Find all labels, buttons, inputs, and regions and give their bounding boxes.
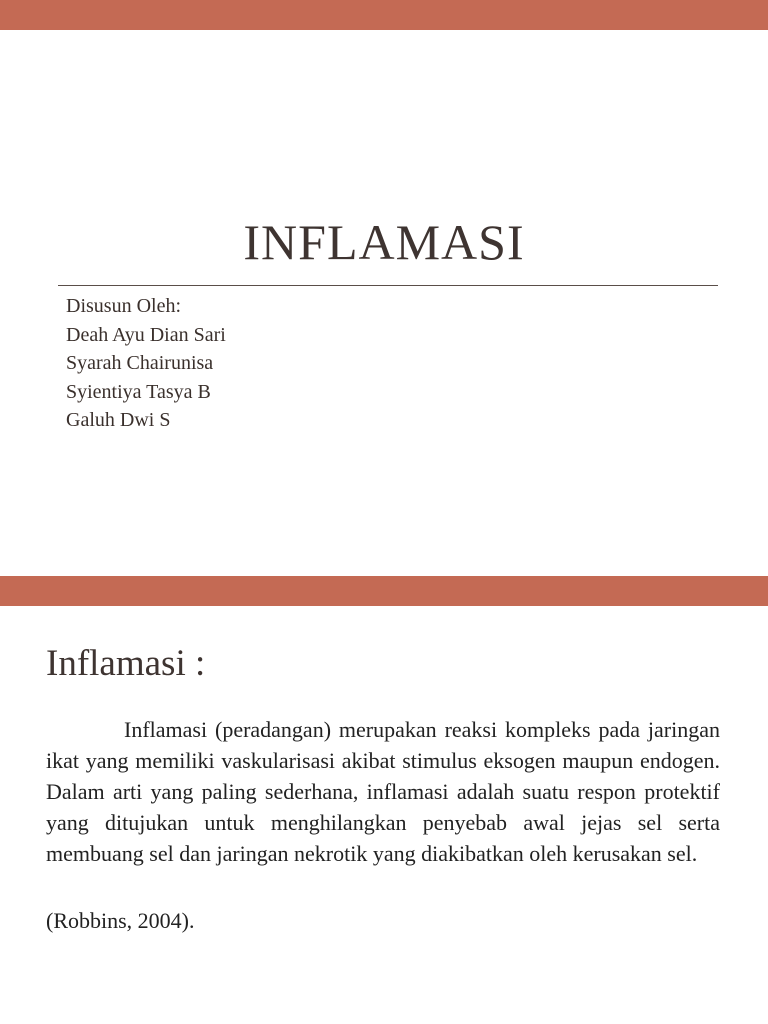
title-divider	[58, 285, 718, 286]
section-heading: Inflamasi :	[46, 643, 206, 684]
author-name: Syarah Chairunisa	[66, 352, 214, 374]
citation: (Robbins, 2004).	[46, 908, 195, 933]
definition-paragraph: Inflamasi (peradangan) merupakan reaksi kompleks pada jaringan ikat yang memiliki vaskularisasi akibat stimulus eksogen maupun endogen. Dalam arti yang paling sederhana, inflamasi adalah suatu respon protektif yang ditujukan untuk menghilangkan penyebab awal jejas sel serta membuang sel dan jaringan nekrotik yang diakibatkan oleh kerusakan sel.	[46, 717, 720, 866]
author-name: Syientiya Tasya B	[66, 380, 211, 403]
slide-title: INFLAMASI	[243, 214, 525, 270]
authors-heading: Disusun Oleh:	[66, 295, 181, 317]
authors-block	[66, 292, 226, 435]
author-name: Deah Ayu Dian Sari	[66, 323, 226, 346]
top-accent-bar	[0, 576, 768, 606]
top-accent-bar	[0, 0, 768, 30]
author-name: Galuh Dwi S	[66, 409, 171, 431]
